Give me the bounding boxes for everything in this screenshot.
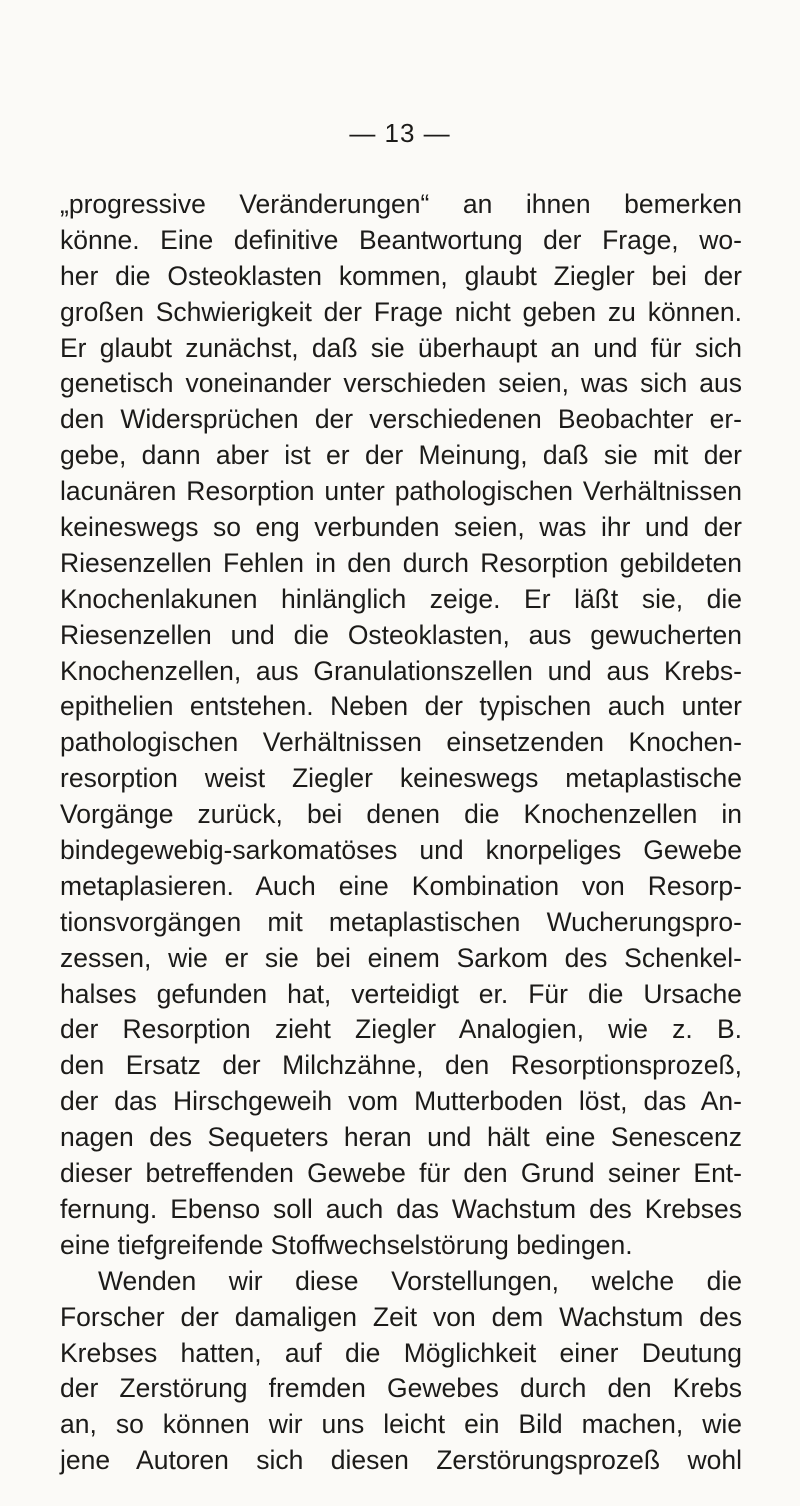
text-line: Vorgänge zurück, bei denen die Knochenzellen in [60, 799, 742, 830]
text-line: Er glaubt zunächst, daß sie überhaupt an und für sich [60, 332, 742, 363]
text-line: jene Autoren sich diesen Zerstörungsprozeß wohl [60, 1445, 742, 1476]
text-line: dieser betreffenden Gewebe für den Grund seiner Ent- [60, 1158, 742, 1189]
text-line: epithelien entstehen. Neben der typischen auch unter [60, 691, 742, 722]
text-line: eine tiefgreifende Stoffwechselstörung bedingen. [60, 1229, 633, 1260]
text-line: gebe, dann aber ist er der Meinung, daß sie mit der [60, 440, 742, 471]
text-line: der das Hirschgeweih vom Mutterboden löst, das An- [60, 1086, 742, 1117]
text-line: zessen, wie er sie bei einem Sarkom des Schenkel- [60, 942, 742, 973]
text-line: halses gefunden hat, verteidigt er. Für die Ursache [60, 978, 742, 1009]
text-line: Forscher der damaligen Zeit von dem Wachstum des [60, 1301, 742, 1332]
text-line: an, so können wir uns leicht ein Bild machen, wie [60, 1409, 742, 1440]
text-line: „progressive Veränderungen“ an ihnen bemerken [60, 189, 742, 219]
text-line: her die Osteoklasten kommen, glaubt Ziegler bei der [60, 260, 742, 291]
text-line: resorption weist Ziegler keineswegs metaplastische [60, 763, 742, 794]
text-line: tionsvorgängen mit metaplastischen Wucherungspro- [60, 906, 742, 937]
text-line: Knochenzellen, aus Granulationszellen und aus Krebs- [60, 655, 742, 686]
text-line: keineswegs so eng verbunden seien, was ihr und der [60, 512, 742, 543]
text-line: nagen des Sequeters heran und hält eine Senescenz [60, 1122, 742, 1153]
text-line: den Widersprüchen der verschiedenen Beobachter er- [60, 404, 742, 435]
text-line: den Ersatz der Milchzähne, den Resorptionsprozeß, [60, 1050, 742, 1081]
text-line: Krebses hatten, auf die Möglichkeit einer Deutung [60, 1337, 742, 1368]
text-line: lacunären Resorption unter pathologischen Verhältnissen [60, 476, 742, 507]
text-line: pathologischen Verhältnissen einsetzenden Knochen- [60, 727, 742, 758]
page-number-header: — 13 — [349, 118, 451, 148]
text-line: der Zerstörung fremden Gewebes durch den Krebs [60, 1373, 742, 1404]
text-line: Riesenzellen und die Osteoklasten, aus gewucherten [60, 619, 742, 650]
text-line: Knochenlakunen hinlänglich zeige. Er läßt sie, die [60, 583, 742, 614]
text-line: metaplasieren. Auch eine Kombination von Resorp- [60, 870, 742, 901]
text-line: könne. Eine definitive Beantwortung der Frage, wo- [60, 224, 742, 255]
text-line: fernung. Ebenso soll auch das Wachstum des Krebses [60, 1193, 742, 1224]
body-text [60, 187, 742, 1479]
text-line: genetisch voneinander verschieden seien, was sich aus [60, 368, 742, 399]
text-line: Riesenzellen Fehlen in den durch Resorption gebildeten [60, 547, 742, 578]
text-line: der Resorption zieht Ziegler Analogien, wie z. B. [60, 1014, 742, 1045]
text-line: Wenden wir diese Vorstellungen, welche die [98, 1265, 742, 1296]
text-line: bindegewebig-sarkomatöses und knorpeliges Gewebe [60, 835, 742, 866]
text-line: großen Schwierigkeit der Frage nicht geben zu können. [60, 296, 742, 327]
